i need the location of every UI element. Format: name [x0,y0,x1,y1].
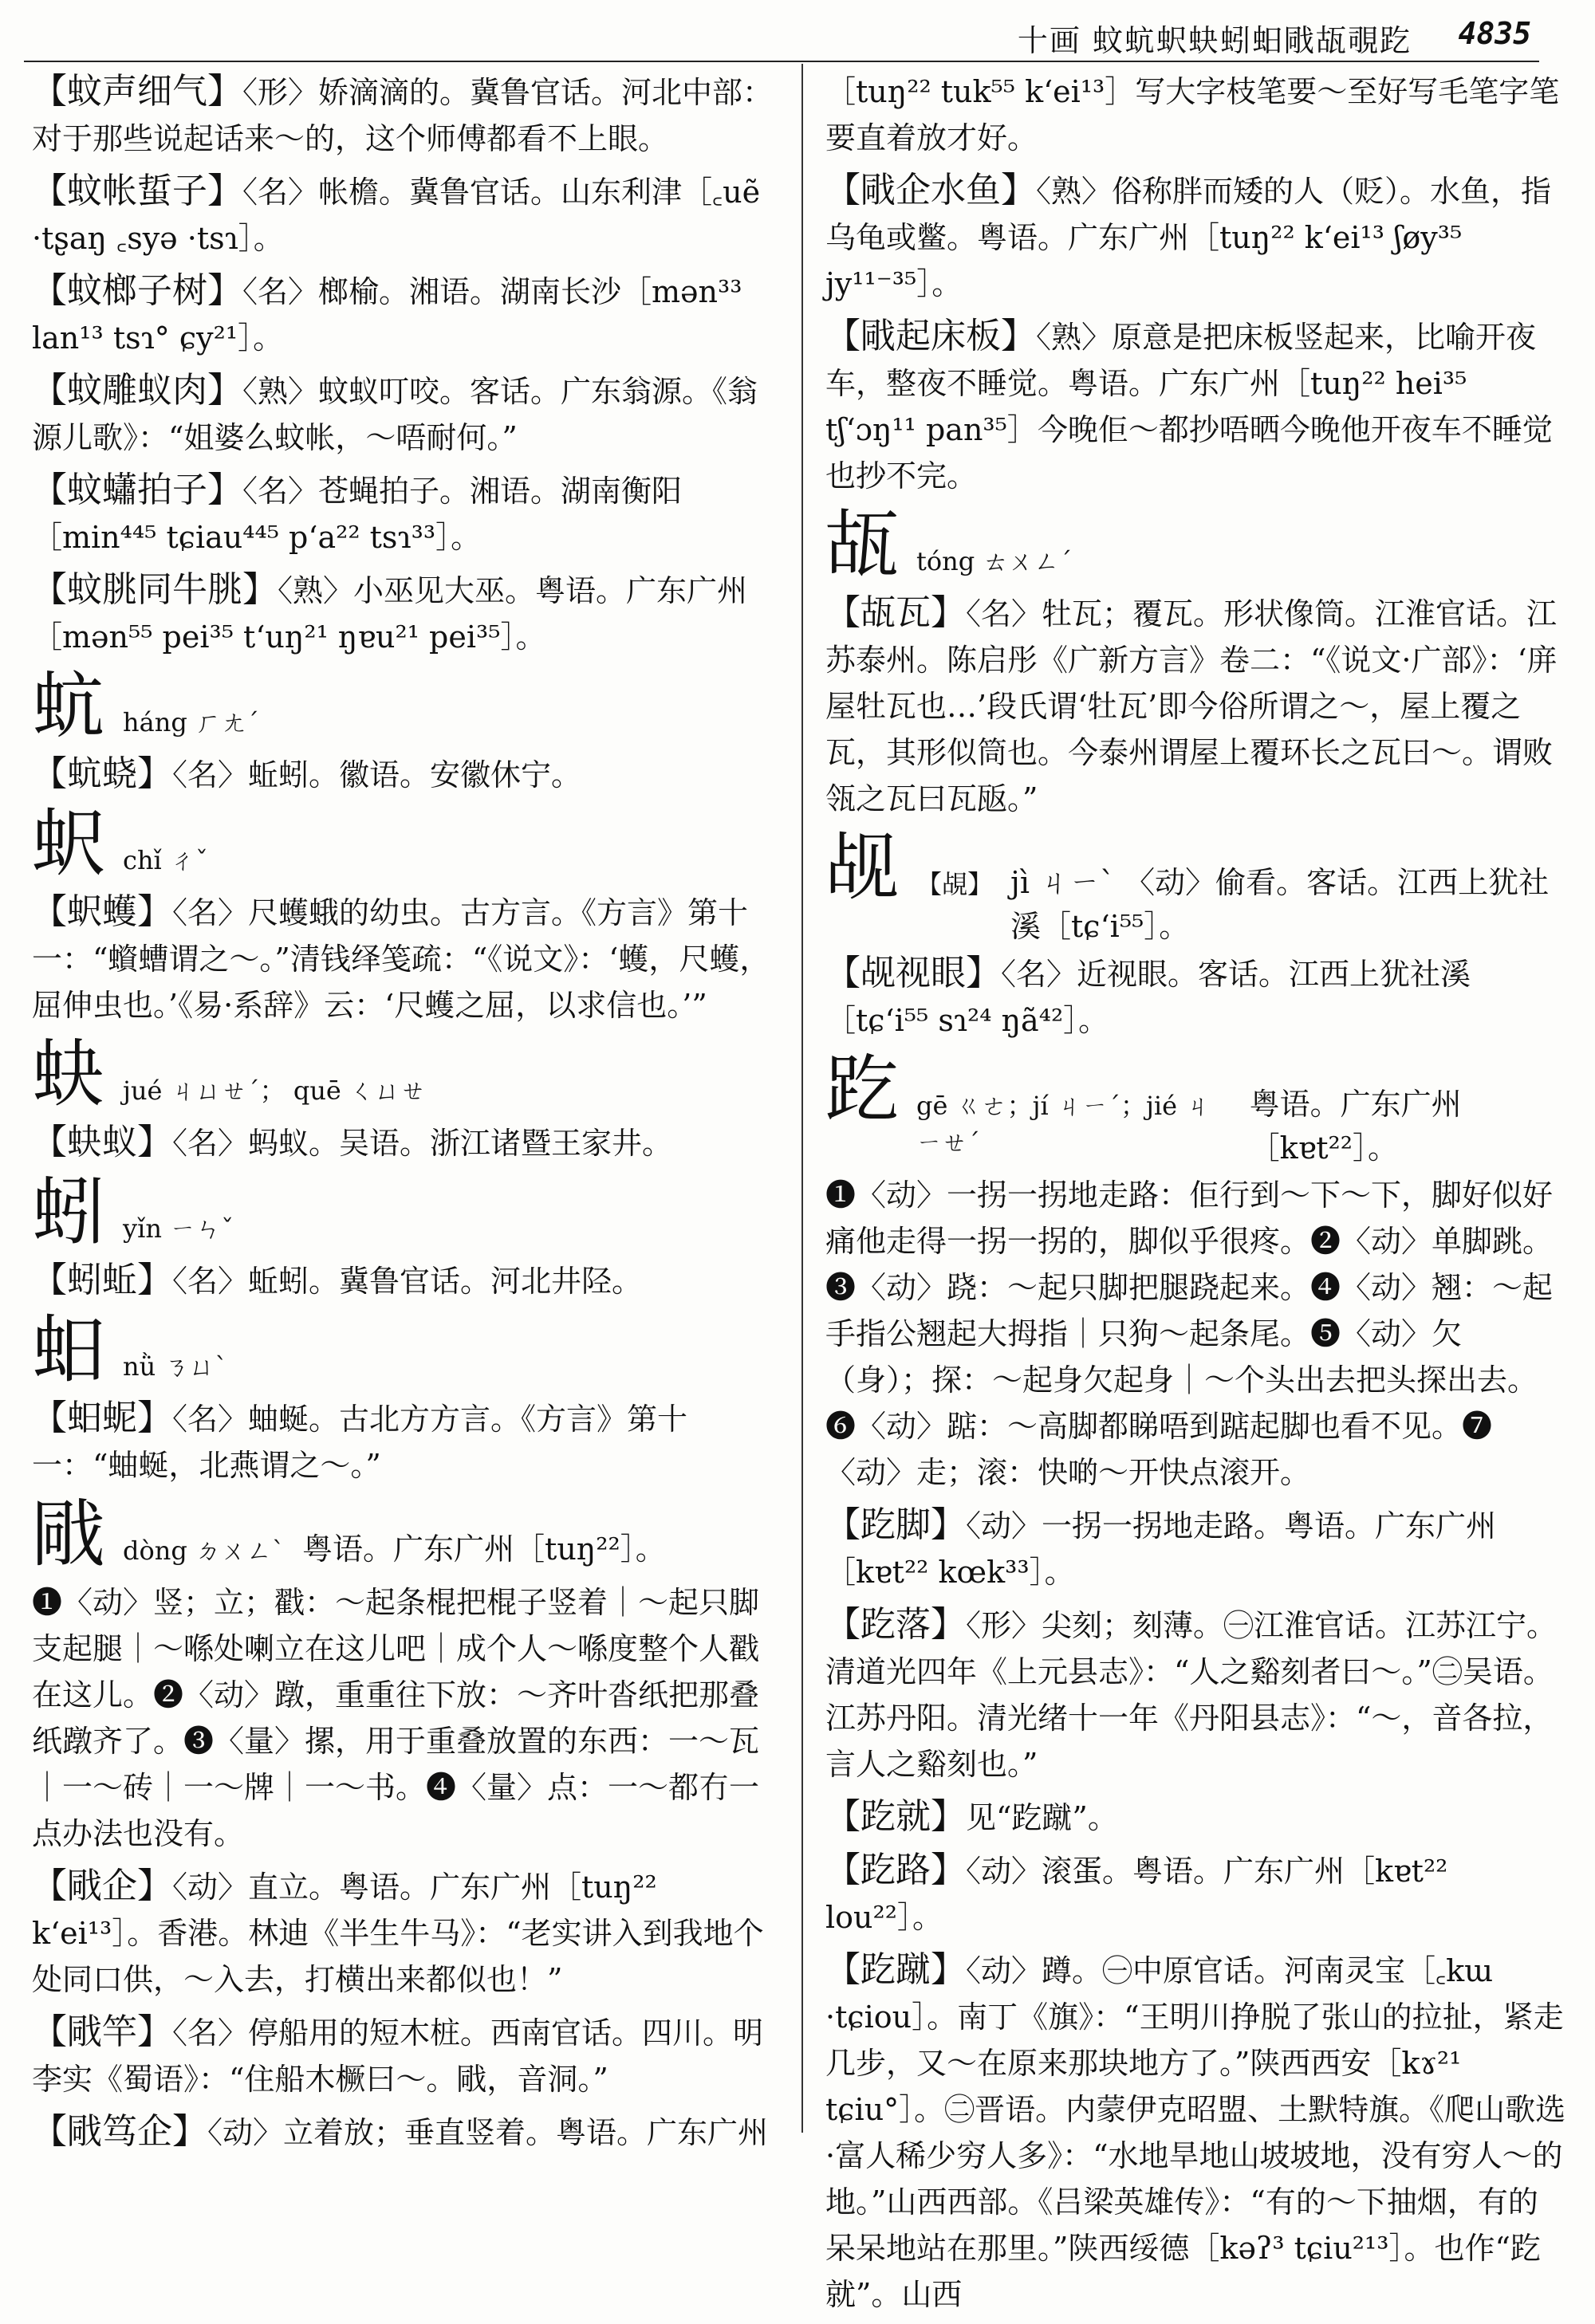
pinyin: gē ㄍㄜ；jí ㄐㄧˊ；jié ㄐㄧㄝˊ [916,1091,1211,1158]
headword: 【蚇蠖】 [32,891,172,932]
headword: 【趷脚】 [825,1504,966,1545]
dictionary-entry [32,751,782,798]
entry-text: 〈动〉滚蛋。粤语。广东广州［kɐt²² lou²²］。 [825,1854,1448,1935]
entry-text: 〈动〉立着放；垂直竖着。粤语。广东广州 [207,2115,769,2150]
dictionary-entry [32,1395,782,1488]
entry-text: jì ㄐㄧˋ 〈动〉偷看。客话。江西上犹社溪［tɕʻi⁵⁵］。 [1010,865,1550,944]
dictionary-entry [32,1863,782,2003]
dictionary-entry [32,368,782,461]
pinyin: háng ㄏㄤˊ [123,707,259,737]
headword: 【趷落】 [825,1604,966,1645]
headword: 【瓳瓦】 [825,592,966,633]
entry-text: ［tuŋ²² tuk⁵⁵ kʻei¹³］写大字枝笔要～至好写毛笔字笔要直着放才好。 [825,74,1560,155]
dictionary-entry [32,2109,782,2156]
head-character: 蚎 [32,1307,106,1393]
character-entry [825,825,1567,946]
character-entry [825,1047,1567,1167]
head-character: 蚓 [32,1170,106,1255]
headword: 【戙企水鱼】 [825,170,1036,210]
entry-text: 〈名〉蚂蚁。吴语。浙江诸暨王家井。 [172,1126,673,1161]
dictionary-entry [32,168,782,261]
page-number: 4835 [1458,16,1531,51]
character-entry [825,502,1567,588]
entry-text: 〈名〉帐檐。冀鲁官话。山东利津［꜀uẽ ·tʂaŋ ꜀syə ·tsɿ］。 [32,175,761,256]
dictionary-entry [825,167,1567,307]
dictionary-entry [32,2009,782,2102]
head-character: 蚢 [32,663,106,749]
headword: 【蚊声细气】 [32,71,242,112]
head-character: 戙 [32,1492,106,1577]
dictionary-entry [32,268,782,361]
character-entry [32,1170,782,1255]
dictionary-entry [32,567,782,660]
pinyin: nǜ ㄋㄩˋ [123,1351,228,1382]
dictionary-entry [825,313,1567,499]
character-entry [32,1307,782,1393]
headword: 【戙起床板】 [825,316,1036,356]
entry-text: 〈熟〉原意是把床板竖起来，比喻开夜车，整夜不睡觉。粤语。广东广州［tuŋ²² hei³⁵ tʃʻɔŋ¹¹ pan³⁵］今晚佢～都抄唔晒今晚他开夜车不睡觉也抄不完。 [825,320,1553,494]
dictionary-entry [32,1257,782,1304]
dictionary-entry [32,1119,782,1166]
headword: 【趷路】 [825,1850,966,1890]
pinyin: yǐn ㄧㄣˇ [123,1213,234,1244]
head-character: 趷 [825,1047,900,1132]
pinyin: tóng ㄊㄨㄥˊ [916,546,1073,576]
headword: 【蚗蚁】 [32,1122,172,1162]
headword: 【戙笃企】 [32,2111,207,2152]
entry-text: 〈形〉娇滴滴的。冀鲁官话。河北中部：对于那些说起话来～的，这个师傅都看不上眼。 [32,75,774,156]
entry-text: 〈名〉苍蝇拍子。湘语。湖南衡阳［min⁴⁴⁵ tɕiau⁴⁴⁵ pʻa²² tsɿ³³］。 [32,474,683,555]
entry-text: 〈名〉蚯蚓。徽语。安徽休宁。 [172,757,582,792]
entry-text: 〈名〉停船用的短木桩。西南官话。四川。明李实《蜀语》：“住船木橛曰～。戙，音洞。” [32,2015,764,2097]
entry-text: 〈名〉榔榆。湘语。湖南长沙［mən³³ lan¹³ tsɿ° ɕy²¹］。 [32,274,742,356]
dictionary-entry [825,1947,1567,2318]
headword: 【蚢蛲】 [32,753,172,794]
headword: 【趷蹴】 [825,1949,966,1990]
entry-text: 〈名〉蚰蜒。古北方方言。《方言》第十一：“蚰蜒，北燕谓之～。” [32,1402,688,1483]
character-entry [32,801,782,887]
header-chars: 十画 蚊蚢蚇蚗蚓蚎戙瓳覗趷 [1017,23,1412,58]
headword: 【蚊帐蜇子】 [32,171,242,211]
dictionary-entry [825,1794,1567,1841]
left-column [32,69,782,2162]
column-divider [801,64,803,2133]
headword: 【趷就】 [825,1796,966,1837]
head-character: 瓳 [825,502,900,588]
character-entry [32,1032,782,1117]
entry-text: 〈熟〉小巫见大巫。粤语。广东广州［mən⁵⁵ pei³⁵ tʻuŋ²¹ ŋɐu²¹ pei³⁵］。 [32,573,748,655]
right-column [825,69,1567,2324]
entry-text: 〈熟〉俗称胖而矮的人（贬）。水鱼，指乌龟或鳖。粤语。广东广州［tuŋ²² kʻei¹³ ʃøy³⁵ jy¹¹⁻³⁵］。 [825,174,1552,301]
dictionary-entry [32,889,782,1028]
character-entry [32,1492,782,1577]
entry-text: 〈名〉近视眼。客话。江西上犹社溪［tɕʻi⁵⁵ sɿ²⁴ ŋã⁴²］。 [825,957,1471,1038]
header-rule [24,61,1539,62]
dictionary-entry [825,950,1567,1044]
dictionary-entry [825,1602,1567,1787]
headword: 【蚊榔子树】 [32,270,242,311]
character-entry [32,663,782,749]
head-character: 蚇 [32,801,106,887]
headword: 【觇视眼】 [825,953,1001,993]
headword: 【蚎蚭】 [32,1398,172,1438]
pinyin: chǐ ㄔˇ [123,845,208,875]
entry-text: 〈名〉尺蠖蛾的幼虫。古方言。《方言》第十一：“蠀螬谓之～。”清钱绎笺疏：“《说文》：‘蠖，尺蠖，屈伸虫也。’《易·系辞》云：‘尺蠖之屈，以求信也。’” [32,895,770,1023]
dictionary-entry [825,1172,1567,1496]
dictionary-entry [32,467,782,560]
headword: 【蚊朓同牛朓】 [32,569,278,610]
head-character: 蚗 [32,1032,106,1117]
headword: 【蚓蚯】 [32,1260,172,1300]
head-character: 觇 [825,825,900,910]
dictionary-entry [825,69,1567,161]
pinyin: dòng ㄉㄨㄥˋ [123,1536,286,1566]
entry-text: 〈名〉牡瓦；覆瓦。形状像筒。江淮官话。江苏泰州。陈启彤《广新方言》卷二：“《说文·广部》：‘庰屋牡瓦也…’段氏谓‘牡瓦’即今俗所谓之～，屋上覆之瓦，其形似筒也。今泰州谓屋上覆环长之瓦曰～。谓败瓴之瓦曰瓦瓪。” [825,596,1558,816]
headword: 【戙企】 [32,1866,172,1906]
dictionary-entry [825,590,1567,822]
headword: 【蚊蠨拍子】 [32,470,242,510]
entry-text: 〈动〉蹲。㊀中原官话。河南灵宝［꜀kɯ ·tɕiou］。南丁《旗》：“王明川挣脱了张山的拉扯，紧走几步，又～在原来那块地方了。”陕西西安［kɤ²¹ tɕiu°］。㊁晋语。内蒙伊克昭盟、土默特旗。《爬山歌选·富人稀少穷人多》：“水地旱地山坡坡地，没有穷人～的地。”山西西部。《吕梁英雄传》：“有的～下抽烟，有的呆呆地站在那里。”陕西绥德［kəʔ³ tɕiu²¹³］。也作“趷就”。山西 [825,1953,1566,2312]
entry-text: 粤语。广东广州［tuŋ²²］。 [302,1532,666,1567]
pinyin: jué ㄐㄩㄝˊ； quē ㄑㄩㄝ [123,1075,427,1106]
page-header [0,11,1539,59]
entry-text: 〈名〉蚯蚓。冀鲁官话。河北井陉。 [172,1264,643,1299]
entry-text: 粤语。广东广州［kɐt²²］。 [1249,1087,1462,1166]
dictionary-entry [32,69,782,162]
entry-text: ❶〈动〉一拐一拐地走路：佢行到～下～下，脚好似好痛他走得一拐一拐的，脚似乎很疼。❷〈动〉单脚跳。❸〈动〉跷：～起只脚把腿跷起来。❹〈动〉翘：～起手指公翘起大拇指｜只狗～起条尾。❺〈动〉欠（身）；探：～起身欠起身｜～个头出去把头探出去。❻〈动〉踮：～高脚都睇唔到踮起脚也看不见。❼〈动〉走；滚：快啲～开快点滚开。 [825,1178,1554,1490]
pinyin: 【覘】 [916,869,994,899]
dictionary-entry [825,1847,1567,1941]
entry-text: 〈形〉尖刻；刻薄。㊀江淮官话。江苏江宁。清道光四年《上元县志》：“人之谿刻者曰～。”㊁吴语。江苏丹阳。清光绪十一年《丹阳县志》：“～，音各拉，言人之谿刻也。” [825,1608,1558,1782]
entry-text: 〈动〉直立。粤语。广东广州［tuŋ²² kʻei¹³］。香港。林迪《半生牛马》：“老实讲入到我地个处同口供，～入去，打横出来都似也！” [32,1870,764,1997]
headword: 【蚊雕蚁肉】 [32,370,242,411]
entry-text: 〈动〉一拐一拐地走路。粤语。广东广州［kɐt²² kœk³³］。 [825,1508,1497,1590]
entry-text: ❶〈动〉竖；立；戳：～起条棍把棍子竖着｜～起只脚支起腿｜～喺处喇立在这儿吧｜成个人～喺度整个人戳在这儿。❷〈动〉蹾，重重往下放：～齐叶沓纸把那叠纸蹾齐了。❸〈量〉摞，用于重叠放置的东西：一～瓦｜一～砖｜一～牌｜一～书。❹〈量〉点：一～都冇一点办法也没有。 [32,1585,760,1851]
entry-text: 见“趷蹴”。 [966,1800,1118,1835]
dictionary-entry [825,1502,1567,1595]
dictionary-entry [32,1579,782,1857]
entry-text: 〈熟〉蚊蚁叮咬。客话。广东翁源。《翁源儿歌》：“姐婆么蚊帐，～唔耐何。” [32,374,758,455]
headword: 【戙竿】 [32,2011,172,2052]
